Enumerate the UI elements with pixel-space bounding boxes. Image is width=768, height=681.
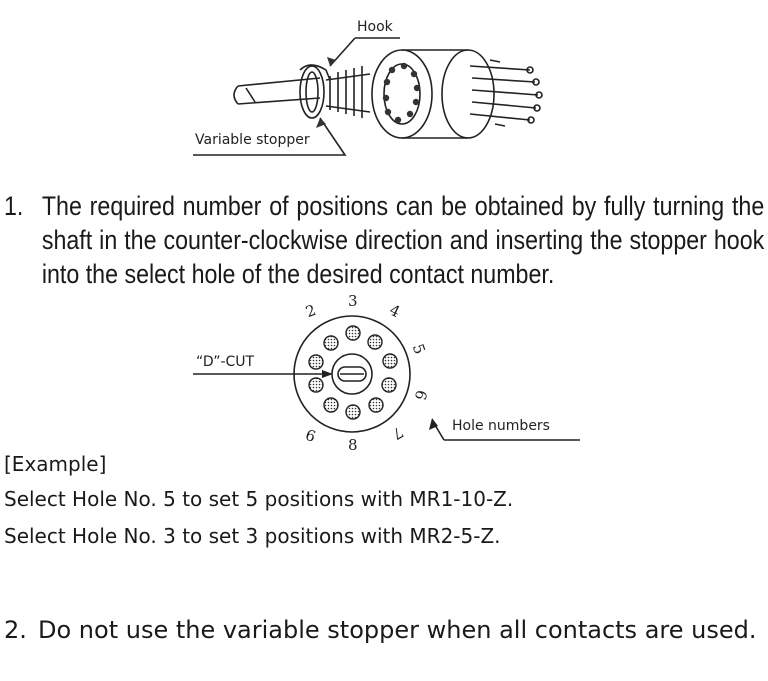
hole-number-3: 3 [348,292,358,310]
example-heading: [Example] [4,452,107,476]
hole-dial-figure [0,290,768,460]
example-line-2: Select Hole No. 3 to set 3 positions with MR2-5-Z. [4,524,501,548]
step-2 [4,614,768,680]
hole-number-7: 7 [389,422,407,444]
step-1-text: The required number of positions can be obtained by fully turning the shaft in the counter-clockwise direction and inserting the stopper hook into the select hole of the desired contact number. [41,191,765,289]
hook-label: Hook [357,19,393,35]
step-2-number: 2. [4,616,27,644]
hole-number-9: 9 [303,424,319,446]
d-cut-label: “D”-CUT [196,354,255,370]
hole-number-5: 5 [408,341,429,357]
example-line-1: Select Hole No. 5 to set 5 positions with MR1-10-Z. [4,487,514,511]
step-1 [4,189,765,299]
hole-number-6: 6 [410,388,431,402]
hole-number-8: 8 [348,436,358,454]
switch-hook-figure [0,0,768,170]
dial-drawing [0,290,768,460]
step-2-text: Do not use the variable stopper when all contacts are used. [38,616,757,644]
variable-stopper-label: Variable stopper [195,132,310,148]
hole-numbers-label: Hole numbers [452,418,550,434]
hole-number-4: 4 [386,300,403,322]
hole-number-2: 2 [303,300,319,322]
step-1-number: 1. [4,191,24,221]
